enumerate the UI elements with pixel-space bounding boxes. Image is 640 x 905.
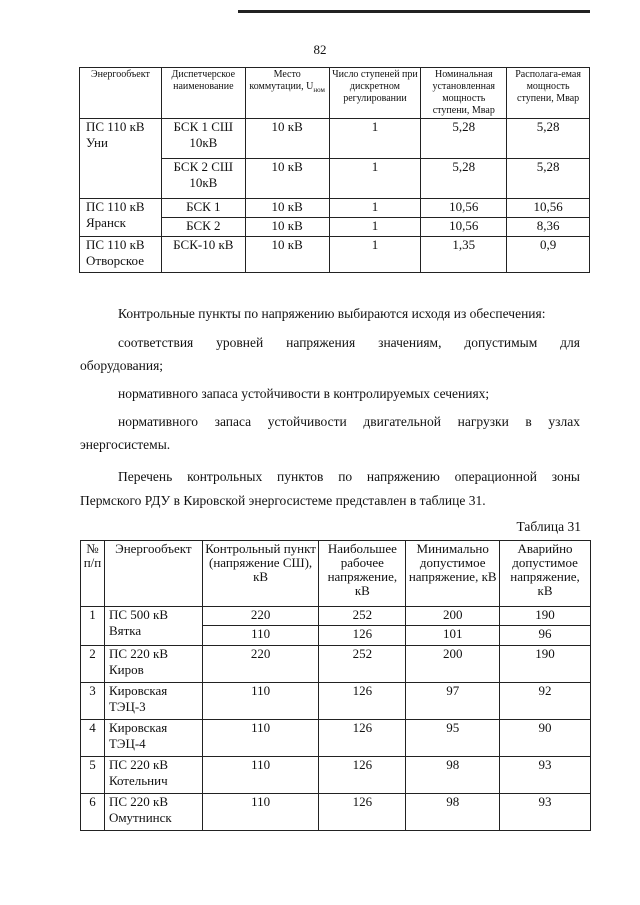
energy-object: ПС 220 кВ Омутнинск xyxy=(104,794,202,831)
table-row xyxy=(81,683,591,720)
control-point-voltage: 110 xyxy=(202,626,319,646)
header-cell: Контрольный пункт (напряжение СШ), кВ xyxy=(202,541,319,607)
header-cell: № п/п xyxy=(81,541,105,607)
max-working-voltage: 126 xyxy=(319,720,406,757)
paragraph: Пермского РДУ в Кировской энергосистеме представлен в таблице 31. xyxy=(80,493,486,508)
min-allowed-voltage: 95 xyxy=(406,720,500,757)
header-cell: Диспетчерское наименование xyxy=(161,68,245,119)
max-working-voltage: 126 xyxy=(319,757,406,794)
control-point-voltage: 110 xyxy=(202,683,319,720)
table-row xyxy=(80,237,590,273)
energy-object: ПС 110 кВ Отворское xyxy=(80,237,162,273)
header-cell: Минимально допустимое напряжение, кВ xyxy=(406,541,500,607)
emergency-voltage: 92 xyxy=(500,683,591,720)
steps: 1 xyxy=(329,218,421,237)
steps: 1 xyxy=(329,199,421,218)
header-cell: Число ступеней при дискретном регулировании xyxy=(329,68,421,119)
steps: 1 xyxy=(329,159,421,199)
emergency-voltage: 96 xyxy=(500,626,591,646)
row-number: 6 xyxy=(81,794,105,831)
emergency-voltage: 90 xyxy=(500,720,591,757)
header-rule xyxy=(238,10,590,13)
energy-object: ПС 220 кВ Котельнич xyxy=(104,757,202,794)
emergency-voltage: 93 xyxy=(500,757,591,794)
table-caption: Таблица 31 xyxy=(516,519,581,534)
header-cell: Место коммутации, $U_{ном}$ xyxy=(245,68,329,119)
control-point-voltage: 220 xyxy=(202,607,319,626)
min-allowed-voltage: 101 xyxy=(406,626,500,646)
paragraph: энергосистемы. xyxy=(80,437,171,452)
row-number: 4 xyxy=(81,720,105,757)
energy-object: ПС 110 кВ Яранск xyxy=(80,199,162,237)
min-allowed-voltage: 200 xyxy=(406,646,500,683)
available-power: 10,56 xyxy=(507,199,590,218)
table-row xyxy=(81,720,591,757)
energy-object: ПС 110 кВ Уни xyxy=(80,119,162,199)
header-cell: Энергообъект xyxy=(104,541,202,607)
dispatch-name: БСК 2 xyxy=(161,218,245,237)
min-allowed-voltage: 97 xyxy=(406,683,500,720)
control-point-voltage: 110 xyxy=(202,794,319,831)
max-working-voltage: 252 xyxy=(319,646,406,683)
dispatch-name: БСК-10 кВ xyxy=(161,237,245,273)
header-cell: Энергообъект xyxy=(80,68,162,119)
energy-object: ПС 500 кВ Вятка xyxy=(104,607,202,646)
table-row xyxy=(81,794,591,831)
switch-place: 10 кВ xyxy=(245,199,329,218)
table-row xyxy=(81,646,591,683)
control-point-voltage: 110 xyxy=(202,757,319,794)
header-cell: Наибольшее рабочее напряжение, кВ xyxy=(319,541,406,607)
header-cell: Аварийно допустимое напряжение, кВ xyxy=(500,541,591,607)
table-row xyxy=(81,757,591,794)
row-number: 3 xyxy=(81,683,105,720)
dispatch-name: БСК 1 СШ 10кВ xyxy=(161,119,245,159)
paragraph: соответствия уровней напряжения значениям, допустимым для xyxy=(118,335,580,350)
max-working-voltage: 126 xyxy=(319,794,406,831)
table-row xyxy=(81,607,591,626)
page-number: 82 xyxy=(313,42,327,57)
available-power: 5,28 xyxy=(507,159,590,199)
row-number: 1 xyxy=(81,607,105,646)
switch-place: 10 кВ xyxy=(245,218,329,237)
control-point-voltage: 220 xyxy=(202,646,319,683)
dispatch-name: БСК 2 СШ 10кВ xyxy=(161,159,245,199)
emergency-voltage: 93 xyxy=(500,794,591,831)
available-power: 0,9 xyxy=(507,237,590,273)
available-power: 8,36 xyxy=(507,218,590,237)
nominal-power: 10,56 xyxy=(421,199,507,218)
nominal-power: 5,28 xyxy=(421,119,507,159)
nominal-power: 10,56 xyxy=(421,218,507,237)
header-cell: Располага-емая мощность ступени, Мвар xyxy=(507,68,590,119)
row-number: 5 xyxy=(81,757,105,794)
row-number: 2 xyxy=(81,646,105,683)
table-row xyxy=(80,199,590,218)
paragraph: нормативного запаса устойчивости двигательной нагрузки в узлах xyxy=(118,414,580,429)
paragraph: оборудования; xyxy=(80,358,164,373)
emergency-voltage: 190 xyxy=(500,646,591,683)
control-point-voltage: 110 xyxy=(202,720,319,757)
max-working-voltage: 126 xyxy=(319,683,406,720)
energy-object: Кировская ТЭЦ-4 xyxy=(104,720,202,757)
min-allowed-voltage: 98 xyxy=(406,757,500,794)
max-working-voltage: 252 xyxy=(319,607,406,626)
switch-place: 10 кВ xyxy=(245,237,329,273)
emergency-voltage: 190 xyxy=(500,607,591,626)
nominal-power: 1,35 xyxy=(421,237,507,273)
available-power: 5,28 xyxy=(507,119,590,159)
header-cell: Номинальная установленная мощность ступени, Мвар xyxy=(421,68,507,119)
table-header-row xyxy=(81,541,591,607)
paragraph: Перечень контрольных пунктов по напряжению операционной зоны xyxy=(118,469,580,484)
energy-object: ПС 220 кВ Киров xyxy=(104,646,202,683)
paragraph: Контрольные пункты по напряжению выбираются исходя из обеспечения: xyxy=(118,306,546,321)
paragraph: нормативного запаса устойчивости в контролируемых сечениях; xyxy=(118,386,490,401)
table-header-row xyxy=(80,68,590,119)
switch-place: 10 кВ xyxy=(245,159,329,199)
compensation-table xyxy=(79,67,590,273)
max-working-voltage: 126 xyxy=(319,626,406,646)
steps: 1 xyxy=(329,237,421,273)
min-allowed-voltage: 98 xyxy=(406,794,500,831)
steps: 1 xyxy=(329,119,421,159)
energy-object: Кировская ТЭЦ-3 xyxy=(104,683,202,720)
nominal-power: 5,28 xyxy=(421,159,507,199)
table-row xyxy=(80,119,590,159)
switch-place: 10 кВ xyxy=(245,119,329,159)
control-points-table xyxy=(80,540,591,831)
min-allowed-voltage: 200 xyxy=(406,607,500,626)
dispatch-name: БСК 1 xyxy=(161,199,245,218)
